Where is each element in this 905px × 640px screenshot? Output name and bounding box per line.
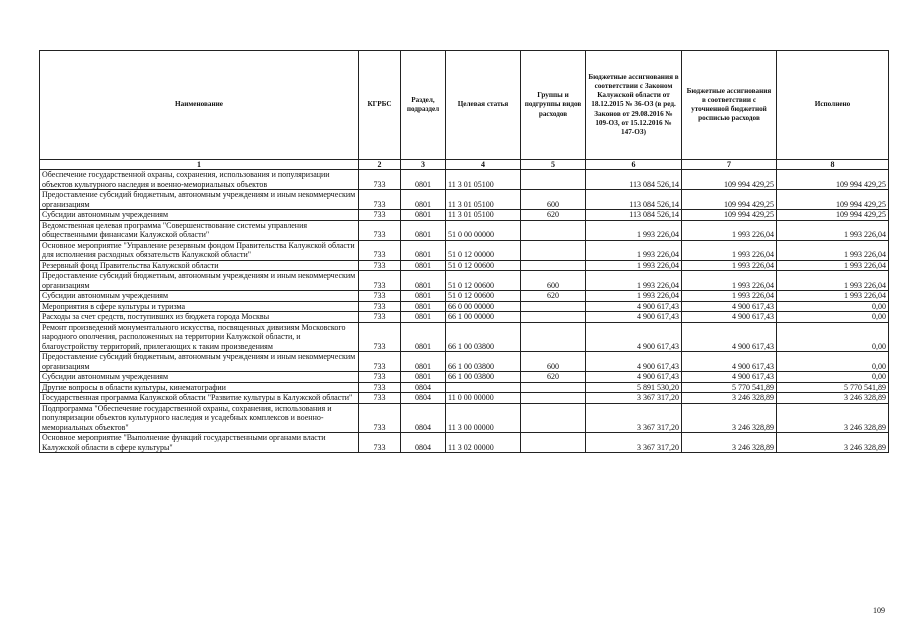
table-cell-name: Предоставление субсидий бюджетным, автономным учреждениям и иным некоммерческим организациям [40,271,359,291]
table-row [40,352,889,372]
table-cell-razdel: 0801 [401,352,446,372]
table-cell-kgrbs: 733 [359,372,401,383]
table-cell-vid: 600 [521,352,586,372]
table-cell-executed-amount: 5 770 541,89 [777,382,889,393]
table-cell-refined-amount: 1 993 226,04 [682,240,777,260]
table-cell-executed-amount: 1 993 226,04 [777,260,889,271]
table-cell-kgrbs: 733 [359,382,401,393]
table-row [40,322,889,352]
table-cell-kgrbs: 733 [359,352,401,372]
table-row [40,301,889,312]
table-cell-razdel: 0801 [401,372,446,383]
table-cell-article: 11 3 02 00000 [446,433,521,453]
header-article: Целевая статья [446,51,521,160]
table-cell-vid [521,301,586,312]
column-number: 3 [401,160,446,170]
table-cell-law-amount: 3 367 317,20 [586,403,682,433]
header-razdel: Раздел, подраздел [401,51,446,160]
table-cell-law-amount: 1 993 226,04 [586,260,682,271]
table-cell-vid: 620 [521,291,586,302]
table-cell-executed-amount: 1 993 226,04 [777,240,889,260]
table-cell-refined-amount: 1 993 226,04 [682,220,777,240]
page-number: 109 [873,606,885,615]
table-cell-name: Предоставление субсидий бюджетным, автономным учреждениям и иным некоммерческим организациям [40,190,359,210]
column-number-row [40,160,889,170]
table-cell-kgrbs: 733 [359,240,401,260]
table-cell-executed-amount: 0,00 [777,301,889,312]
table-cell-law-amount: 1 993 226,04 [586,271,682,291]
table-cell-razdel: 0801 [401,312,446,323]
table-cell-law-amount: 4 900 617,43 [586,352,682,372]
table-cell-refined-amount: 109 994 429,25 [682,170,777,190]
table-cell-name: Другие вопросы в области культуры, кинематографии [40,382,359,393]
table-cell-law-amount: 4 900 617,43 [586,301,682,312]
table-cell-article: 11 3 01 05100 [446,190,521,210]
table-cell-kgrbs: 733 [359,403,401,433]
table-cell-vid [521,260,586,271]
table-cell-article: 51 0 12 00600 [446,260,521,271]
table-row [40,382,889,393]
table-row [40,170,889,190]
table-cell-vid [521,393,586,404]
table-cell-law-amount: 4 900 617,43 [586,322,682,352]
header-executed: Исполнено [777,51,889,160]
table-cell-law-amount: 1 993 226,04 [586,291,682,302]
table-row [40,210,889,221]
table-cell-refined-amount: 1 993 226,04 [682,260,777,271]
table-row [40,240,889,260]
table-cell-razdel: 0801 [401,240,446,260]
table-cell-kgrbs: 733 [359,220,401,240]
table-cell-vid: 620 [521,372,586,383]
table-cell-kgrbs: 733 [359,291,401,302]
table-row [40,372,889,383]
table-cell-article: 51 0 12 00600 [446,271,521,291]
table-cell-razdel: 0801 [401,291,446,302]
table-cell-executed-amount: 109 994 429,25 [777,210,889,221]
column-number: 6 [586,160,682,170]
table-cell-article: 11 3 01 05100 [446,170,521,190]
table-cell-refined-amount: 3 246 328,89 [682,433,777,453]
table-cell-name: Обеспечение государственной охраны, сохранения, использования и популяризации объектов культурного наследия и военно-мемориальных объектов [40,170,359,190]
table-cell-executed-amount: 0,00 [777,372,889,383]
table-cell-article: 51 0 12 00600 [446,291,521,302]
table-cell-law-amount: 1 993 226,04 [586,240,682,260]
table-row [40,260,889,271]
budget-table [39,50,889,453]
table-cell-law-amount: 113 084 526,14 [586,190,682,210]
table-cell-vid [521,240,586,260]
table-cell-vid [521,382,586,393]
table-cell-law-amount: 4 900 617,43 [586,372,682,383]
table-cell-razdel: 0804 [401,393,446,404]
table-cell-kgrbs: 733 [359,322,401,352]
table-cell-article [446,382,521,393]
table-cell-article: 51 0 12 00000 [446,240,521,260]
table-cell-kgrbs: 733 [359,312,401,323]
table-cell-razdel: 0804 [401,382,446,393]
table-cell-kgrbs: 733 [359,301,401,312]
header-kgrbs: КГРБС [359,51,401,160]
table-cell-razdel: 0801 [401,271,446,291]
table-cell-kgrbs: 733 [359,170,401,190]
table-cell-article: 66 1 00 03800 [446,352,521,372]
table-row [40,393,889,404]
column-number: 8 [777,160,889,170]
table-cell-kgrbs: 733 [359,433,401,453]
table-cell-kgrbs: 733 [359,260,401,271]
table-cell-name: Основное мероприятие "Выполнение функций государственными органами власти Калужской области в сфере культуры" [40,433,359,453]
table-cell-executed-amount: 0,00 [777,312,889,323]
table-cell-law-amount: 4 900 617,43 [586,312,682,323]
table-cell-article: 66 1 00 03800 [446,372,521,383]
table-cell-vid [521,220,586,240]
table-cell-razdel: 0801 [401,322,446,352]
table-cell-vid [521,433,586,453]
table-cell-name: Основное мероприятие "Управление резервным фондом Правительства Калужской области для исполнения расходных обязательств Калужской области" [40,240,359,260]
table-cell-razdel: 0801 [401,301,446,312]
table-cell-name: Резервный фонд Правительства Калужской области [40,260,359,271]
table-cell-article: 66 1 00 00000 [446,312,521,323]
table-cell-refined-amount: 1 993 226,04 [682,291,777,302]
table-cell-refined-amount: 109 994 429,25 [682,190,777,210]
table-cell-executed-amount: 0,00 [777,352,889,372]
table-cell-razdel: 0801 [401,220,446,240]
column-number: 7 [682,160,777,170]
table-row [40,271,889,291]
table-cell-kgrbs: 733 [359,190,401,210]
table-cell-razdel: 0801 [401,210,446,221]
table-cell-article: 11 3 01 05100 [446,210,521,221]
table-row [40,433,889,453]
table-cell-name: Ведомственная целевая программа "Совершенствование системы управления общественными финансами Калужской области" [40,220,359,240]
column-number: 1 [40,160,359,170]
table-row [40,291,889,302]
table-cell-vid [521,312,586,323]
table-cell-razdel: 0801 [401,260,446,271]
table-cell-article: 66 0 00 00000 [446,301,521,312]
table-cell-article: 11 3 00 00000 [446,403,521,433]
table-cell-razdel: 0804 [401,433,446,453]
table-cell-executed-amount: 109 994 429,25 [777,170,889,190]
table-cell-razdel: 0801 [401,190,446,210]
table-cell-vid [521,322,586,352]
table-cell-law-amount: 3 367 317,20 [586,433,682,453]
table-cell-name: Субсидии автономным учреждениям [40,210,359,221]
table-cell-vid: 600 [521,271,586,291]
table-cell-executed-amount: 3 246 328,89 [777,393,889,404]
table-cell-name: Ремонт произведений монументального искусства, посвященных дивизиям Московского народного ополчения, расположенных на территории Калужской области, и благоустройству территорий, прилегающих к таким произведениям [40,322,359,352]
table-cell-executed-amount: 3 246 328,89 [777,403,889,433]
table-cell-name: Предоставление субсидий бюджетным, автономным учреждениям и иным некоммерческим организациям [40,352,359,372]
table-cell-refined-amount: 5 770 541,89 [682,382,777,393]
table-row [40,403,889,433]
table-cell-refined-amount: 4 900 617,43 [682,322,777,352]
table-cell-kgrbs: 733 [359,271,401,291]
table-cell-refined-amount: 4 900 617,43 [682,312,777,323]
table-cell-refined-amount: 4 900 617,43 [682,352,777,372]
table-cell-executed-amount: 1 993 226,04 [777,220,889,240]
table-cell-article: 51 0 00 00000 [446,220,521,240]
column-number: 5 [521,160,586,170]
table-cell-refined-amount: 1 993 226,04 [682,271,777,291]
table-cell-refined-amount: 4 900 617,43 [682,301,777,312]
table-cell-article: 11 0 00 00000 [446,393,521,404]
table-cell-law-amount: 1 993 226,04 [586,220,682,240]
header-vid: Группы и подгруппы видов расходов [521,51,586,160]
table-row [40,312,889,323]
table-cell-refined-amount: 3 246 328,89 [682,403,777,433]
table-cell-razdel: 0804 [401,403,446,433]
table-cell-executed-amount: 1 993 226,04 [777,291,889,302]
header-law: Бюджетные ассигнования в соответствии с Законом Калужской области от 18.12.2015 № 36-ОЗ (в ред. Законов от 29.08.2016 № 109-ОЗ, от 15.12.2016 № 147-ОЗ) [586,51,682,160]
column-number: 4 [446,160,521,170]
header-name: Наименование [40,51,359,160]
table-cell-law-amount: 5 891 530,20 [586,382,682,393]
table-cell-refined-amount: 109 994 429,25 [682,210,777,221]
table-cell-name: Субсидии автономным учреждениям [40,372,359,383]
table-cell-name: Государственная программа Калужской области "Развитие культуры в Калужской области" [40,393,359,404]
table-cell-law-amount: 113 084 526,14 [586,210,682,221]
table-cell-vid [521,403,586,433]
table-cell-article: 66 1 00 03800 [446,322,521,352]
table-cell-razdel: 0801 [401,170,446,190]
column-number: 2 [359,160,401,170]
table-cell-refined-amount: 4 900 617,43 [682,372,777,383]
table-cell-name: Субсидии автономным учреждениям [40,291,359,302]
table-row [40,190,889,210]
table-cell-name: Подпрограмма "Обеспечение государственной охраны, сохранения, использования и популяризации объектов культурного наследия и усадебных комплексов и военно-мемориальных объектов" [40,403,359,433]
table-body [40,170,889,453]
table-cell-kgrbs: 733 [359,393,401,404]
table-cell-executed-amount: 0,00 [777,322,889,352]
table-cell-name: Расходы за счет средств, поступивших из бюджета города Москвы [40,312,359,323]
table-cell-executed-amount: 109 994 429,25 [777,190,889,210]
table-cell-refined-amount: 3 246 328,89 [682,393,777,404]
table-cell-vid: 600 [521,190,586,210]
header-refined: Бюджетные ассигнования в соответствии с уточненной бюджетной росписью расходов [682,51,777,160]
table-cell-vid: 620 [521,210,586,221]
header-row [40,51,889,160]
table-row [40,220,889,240]
table-cell-executed-amount: 3 246 328,89 [777,433,889,453]
table-cell-kgrbs: 733 [359,210,401,221]
table-cell-vid [521,170,586,190]
table-cell-executed-amount: 1 993 226,04 [777,271,889,291]
table-cell-law-amount: 3 367 317,20 [586,393,682,404]
table-cell-name: Мероприятия в сфере культуры и туризма [40,301,359,312]
table-cell-law-amount: 113 084 526,14 [586,170,682,190]
